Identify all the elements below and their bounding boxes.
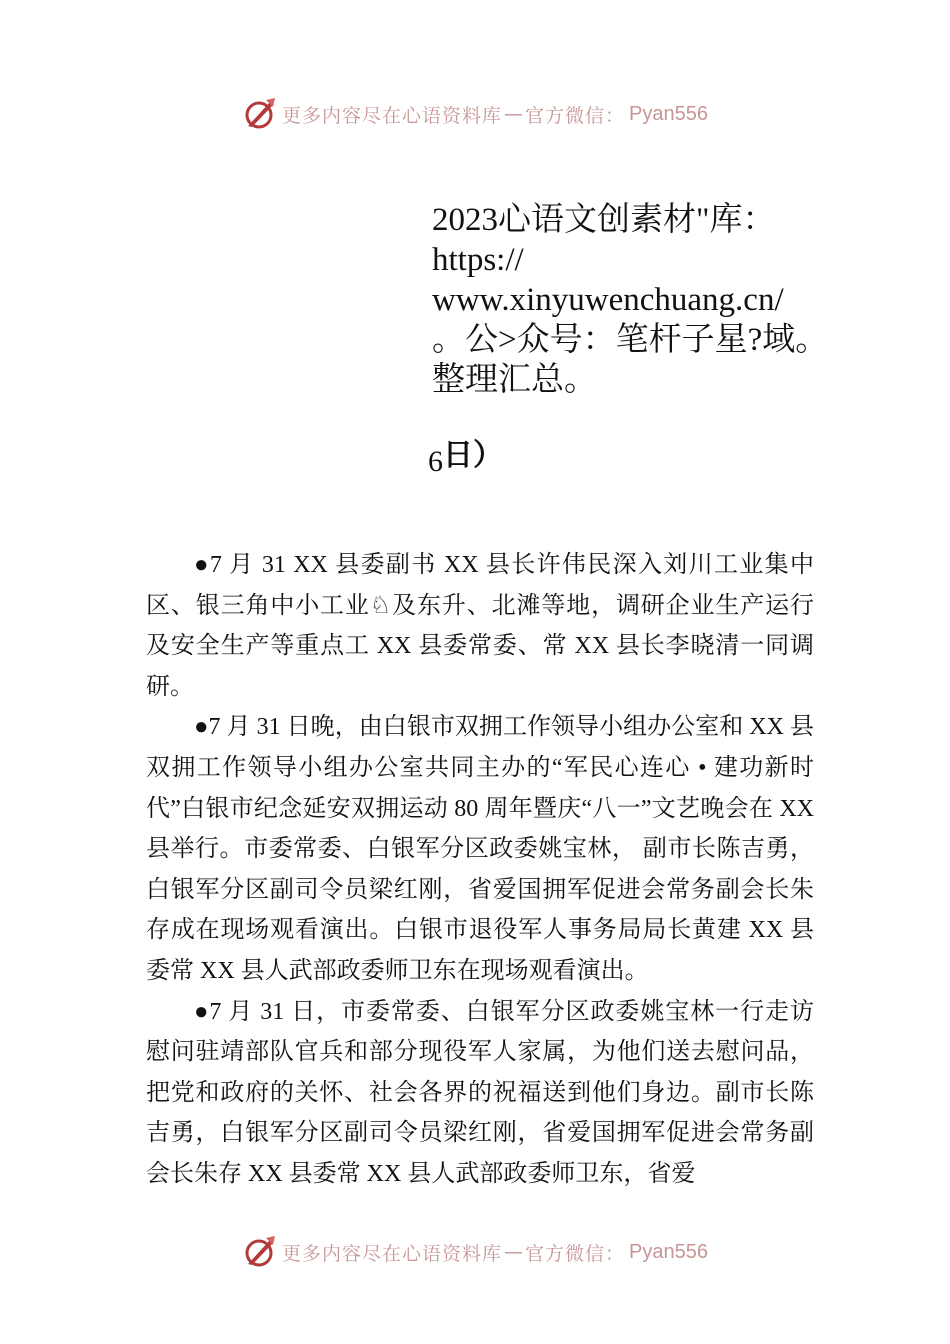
promo-block (432, 200, 872, 400)
banner-wechat-id: Pyan556 (629, 102, 708, 125)
date-text: 日） (443, 439, 503, 472)
promo-line: 。公>众号：笔杆子星?域。 (432, 322, 829, 358)
banner-label: 官方微信： (525, 104, 626, 127)
banner-dash: — (504, 1241, 524, 1263)
promo-line: https:// (432, 242, 524, 278)
banner-dash: — (504, 103, 524, 125)
paragraph: ●7 月 31 日晚，由白银市双拥工作领导小组办公室和 XX 县双拥工作领导小组办公室共同主办的“军民心连心 • 建功新时代”白银市纪念延安双拥运动 80 周年暨庆“八一”文艺晚会在 XX 县举行。市委常委、白银军分区政委姚宝林， 副市长陈吉勇，白银军分区副司令员梁红刚，省爱国拥军促进会常务副会长朱存成在现场观看演出。白银市退役军人事务局局长黄建 XX 县委常 XX 县人武部政委师卫东在现场观看演出。 (146, 714, 814, 984)
promo-url: www.xinyuwenchuang.cn/ (432, 282, 784, 318)
promo-line: 整理汇总。 (432, 362, 597, 398)
quill-logo-icon (242, 1234, 278, 1270)
banner-label: 官方微信： (525, 1242, 626, 1265)
date-number: 6 (428, 445, 443, 478)
banner-text: 更多内容尽在心语资料库 (282, 104, 503, 127)
date-fragment (428, 430, 503, 479)
header-banner (0, 92, 950, 136)
banner-text: 更多内容尽在心语资料库 (282, 1242, 503, 1265)
article-body (146, 545, 814, 1195)
promo-line: 2023心语文创素材"库： (432, 202, 776, 238)
quill-logo-icon (242, 96, 278, 132)
paragraph: ●7 月 31 日，市委常委、白银军分区政委姚宝林一行走访慰问驻靖部队官兵和部分现役军人家属，为他们送去慰问品，把党和政府的关怀、社会各界的祝福送到他们身边。副市长陈吉勇，白银军分区副司令员梁红刚，省爱国拥军促进会常务副会长朱存 XX 县委常 XX 县人武部政委师卫东，省爱 (146, 998, 814, 1187)
banner-wechat-id: Pyan556 (629, 1240, 708, 1263)
footer-banner (0, 1230, 950, 1274)
paragraph: ●7 月 31 XX 县委副书 XX 县长许伟民深入刘川工业集中区、银三角中小工业♘及东升、北滩等地，调研企业生产运行及安全生产等重点工 XX 县委常委、常 XX 县长李晓清一同调研。 (146, 552, 814, 700)
